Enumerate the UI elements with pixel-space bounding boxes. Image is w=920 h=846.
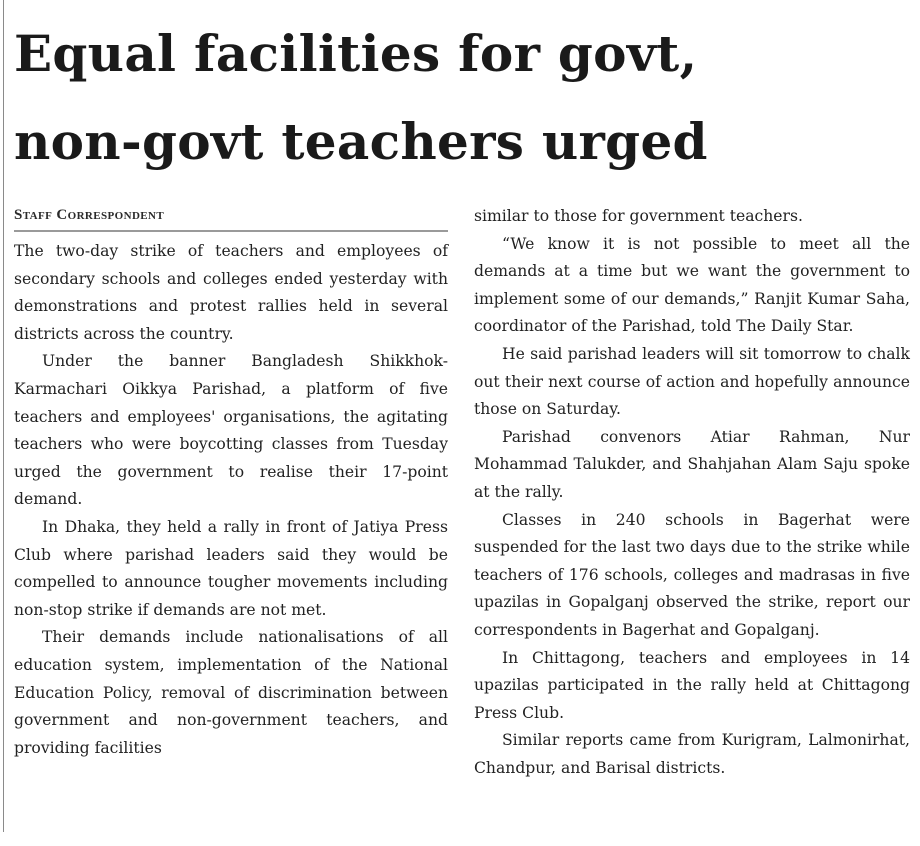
paragraph: Similar reports came from Kurigram, Lalmonirhat, Chandpur, and Barisal districts. (474, 731, 910, 777)
column-divider-rule (3, 0, 4, 832)
paragraph: The two-day strike of teachers and employees of secondary schools and colleges ended yesterday with demonstrations and protest rallies held in several districts across the country. (14, 242, 448, 343)
paragraph: Their demands include nationalisations of all education system, implementation of the National Education Policy, removal of discrimination between government and non-government teachers, and providing facilities (14, 628, 448, 757)
paragraph: Under the banner Bangladesh Shikkhok-Karmachari Oikkya Parishad, a platform of five teachers and employees' organisations, the agitating teachers who were boycotting classes from Tuesday urged the government to realise their 17-point demand. (14, 352, 448, 509)
article-column-right (474, 203, 910, 782)
byline-rule (14, 230, 448, 232)
paragraph: In Chittagong, teachers and employees in 14 upazilas participated in the rally held at Chittagong Press Club. (474, 648, 910, 722)
headline-line-2: non-govt teachers urged (14, 112, 708, 171)
paragraph: “We know it is not possible to meet all the demands at a time but we want the government to implement some of our demands,” Ranjit Kumar Saha, coordinator of the Parishad, told The Daily Star. (474, 234, 910, 336)
paragraph-continued: similar to those for government teachers. (474, 207, 803, 225)
article-column-left (14, 203, 448, 762)
headline-line-1: Equal facilities for govt, (14, 24, 698, 83)
byline: Staff Correspondent (14, 207, 165, 223)
headline (14, 10, 914, 186)
paragraph: Classes in 240 schools in Bagerhat were suspended for the last two days due to the strike while teachers of 176 schools, colleges and madrasas in five upazilas in Gopalganj observed the strike, report our correspondents in Bagerhat and Gopalganj. (474, 510, 910, 639)
paragraph: He said parishad leaders will sit tomorrow to chalk out their next course of action and hopefully announce those on Saturday. (474, 344, 910, 419)
paragraph: Parishad convenors Atiar Rahman, Nur Mohammad Talukder, and Shahjahan Alam Saju spoke at the rally. (474, 427, 910, 501)
paragraph: In Dhaka, they held a rally in front of Jatiya Press Club where parishad leaders said they would be compelled to announce tougher movements including non-stop strike if demands are not met. (14, 517, 448, 619)
